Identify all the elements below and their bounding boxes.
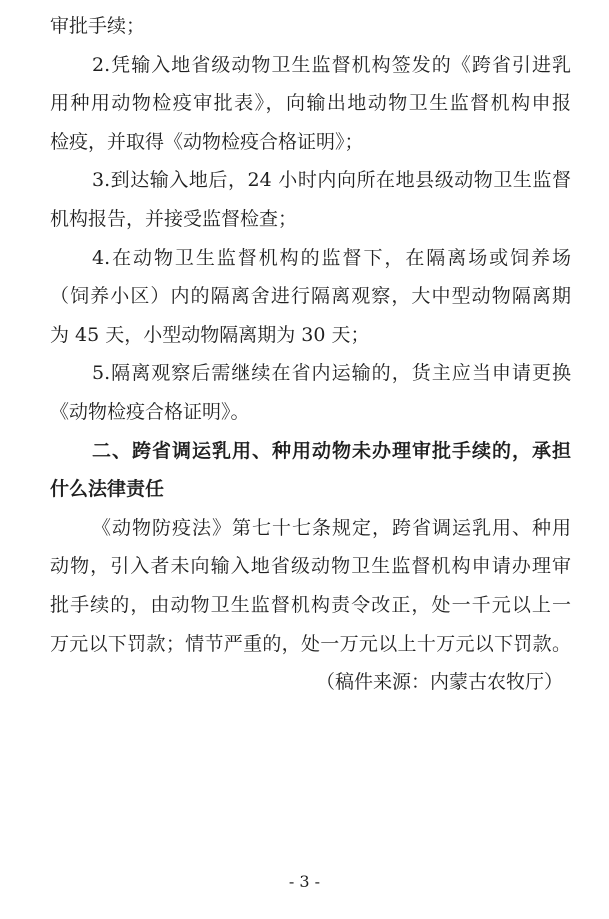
body-text-line: 为 45 天，小型动物隔离期为 30 天； [50, 323, 370, 346]
body-text-line: 审批手续； [50, 15, 146, 37]
body-text-line: 《动物检疫合格证明》。 [50, 400, 250, 423]
body-text-line: 《动物防疫法》第七十七条规定，跨省调运乳用、种用 [92, 516, 571, 539]
body-text-line: 3.到达输入地后，24 小时内向所在地县级动物卫生监督 [92, 169, 571, 192]
body-text-line: 动物，引入者未向输入地省级动物卫生监督机构申请办理审 [50, 555, 571, 578]
page-footer [0, 872, 609, 892]
body-text-line: 机构报告，并接受监督检查； [50, 207, 298, 230]
section-heading-line: 二、跨省调运乳用、种用动物未办理审批手续的，承担 [92, 439, 571, 462]
source-attribution: （稿件来源：内蒙古农牧厅） [315, 671, 563, 694]
body-text-line: 万元以下罚款；情节严重的，处一万元以上十万元以下罚款。 [50, 632, 571, 655]
body-text-line: 检疫，并取得《动物检疫合格证明》； [50, 130, 364, 153]
section-heading-line: 什么法律责任 [50, 478, 165, 501]
page-number: - 3 - [288, 872, 321, 891]
body-text-line: 4.在动物卫生监督机构的监督下，在隔离场或饲养场 [92, 246, 571, 269]
body-text-line: 5.隔离观察后需继续在省内运输的，货主应当申请更换 [92, 362, 571, 385]
body-text-line: 批手续的，由动物卫生监督机构责令改正，处一千元以上一 [50, 593, 571, 616]
body-text-line: 2.凭输入地省级动物卫生监督机构签发的《跨省引进乳 [92, 53, 571, 76]
document-body [50, 7, 571, 702]
body-text-line: （饲养小区）内的隔离舍进行隔离观察，大中型动物隔离期 [50, 285, 571, 308]
body-text-line: 用种用动物检疫审批表》，向输出地动物卫生监督机构申报 [50, 92, 571, 115]
